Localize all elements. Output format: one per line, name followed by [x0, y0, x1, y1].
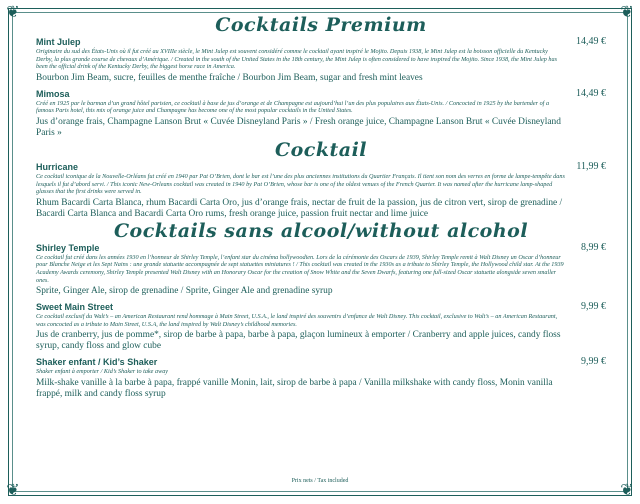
item-ingredients: Jus de cranberry, jus de pomme*, sirop de barbe à papa, barbe à papa, glaçon lumineux à emporter / Cranberry and apple juices, candy floss syrup, candy floss and glow cube [36, 330, 561, 352]
ornament-icon: ❦ [6, 4, 20, 21]
section-title-without-alcohol: Cocktails sans alcool/without alcohol [113, 219, 529, 242]
item-description: Créé en 1925 par le barman d’un grand hôtel parisien, ce cocktail à base de jus d’orange et de Champagne est aujourd’hui l’un des plus populaires aux États-Unis. / Concocted in 1925 by the bartender of a famous Paris hotel, this mix of orange juice and Champagne has become one of the most popular cocktails in the United States. [36, 99, 550, 115]
footer-note: Prix nets / Tax included [291, 478, 349, 484]
item-description: Shaker enfant à emporter / Kid’s Shaker to take away [36, 368, 169, 376]
item-ingredients: Rhum Bacardi Carta Blanca, rhum Bacardi Carta Oro, jus d’orange frais, nectar de fruit de la passion, jus de citron vert, sirop de grenadine / Bacardi Carta Blanca and Bacardi Carta Oro rums, fresh orange juice, passion fruit nectar and lime juice [36, 197, 563, 219]
item-name: Mimosa [36, 88, 70, 99]
ornament-icon: ❦ [620, 482, 634, 499]
item-name: Shaker enfant / Kid’s Shaker [36, 357, 158, 368]
menu-item-mint-julep [36, 36, 606, 84]
section-title-premium: Cocktails Premium [215, 14, 427, 36]
item-name: Mint Julep [36, 37, 81, 47]
item-price: 8,99 € [581, 241, 606, 253]
item-price: 14,49 € [576, 87, 606, 99]
item-description: Ce cocktail iconique de la Nouvelle-Orléans fut créé en 1940 par Pat O’Brien, dont le bar est l’une des plus anciennes institutions du Quartier Français. Il tient son nom des verres en forme de lampe-tempête dans lesquels il fut d’abord servi. / This iconic New-Orleans cocktail was created in 1940 by Pat O’Brien, whose bar is one of the oldest venues of the French Quarter. It was named after the hurricane lamp-shaped glasses that the first drinks were served in. [36, 172, 565, 196]
item-price: 14,49 € [576, 36, 606, 47]
item-price: 11,99 € [576, 160, 606, 172]
item-ingredients: Bourbon Jim Beam, sucre, feuilles de menthe fraîche / Bourbon Jim Beam, sugar and fresh mint leaves [36, 72, 423, 83]
item-name: Shirley Temple [36, 242, 100, 253]
item-name: Hurricane [36, 161, 79, 172]
menu-item-shirley-temple [36, 242, 606, 297]
section-title-cocktail: Cocktail [274, 138, 368, 161]
item-ingredients: Milk-shake vanille à la barbe à papa, frappé vanille Monin, lait, sirop de barbe à papa / Vanilla milkshake with candy floss, Monin vanilla frappé, milk and candy floss syrup [36, 377, 553, 399]
ornament-icon: ❦ [620, 4, 634, 21]
item-description: Ce cocktail exclusif du Walt’s – an American Restaurant rend hommage à Main Street, U.S.A., le land inspiré des souvenirs d’enfance de Walt Disney. This cocktail, exclusive to Walt’s – an American Restaurant, was concocted as a tribute to Main Street, U.S.A, the land inspired by Walt Disney’s childhood memories. [36, 313, 558, 328]
ornament-icon: ❦ [6, 482, 20, 499]
item-description: Ce cocktail fut créé dans les années 1930 en l’honneur de Shirley Temple, l’enfant star du cinéma hollywoodien. Lors de la cérémonie des Oscars de 1939, Shirley Temple remit à Walt Disney un Oscar d’honneur pour Blanche Neige et les Sept Nains : une grande statuette accompagnée de sept statuettes miniatures ! / This cocktail was created in the 1930s as a tribute to Shirley Temple, the Hollywood child star. At the 1939 Academy Awards ceremony, Shirley Temple presented Walt Disney with an Honorary Oscar for the creation of Snow White and the Seven Dwarfs, featuring one full-sized Oscar statuette alongside seven smaller ones. [36, 253, 564, 284]
item-name: Sweet Main Street [36, 302, 114, 313]
menu-item-sweet-main-street [36, 301, 606, 352]
item-ingredients: Sprite, Ginger Ale, sirop de grenadine / Sprite, Ginger Ale and grenadine syrup [36, 286, 333, 297]
menu-content [36, 14, 606, 400]
menu-item-kids-shaker [36, 356, 606, 400]
menu-item-hurricane [36, 161, 606, 220]
item-price: 9,99 € [581, 356, 606, 368]
menu-item-mimosa [36, 88, 606, 139]
item-price: 9,99 € [581, 301, 606, 313]
item-description: Originaire du sud des États-Unis où il fut créé au XVIIIe siècle, le Mint Julep est souvent considéré comme le cocktail ayant inspiré le Mojito. Depuis 1938, le Mint Julep est la boisson officielle du Kentucky Derby, la plus grande course de chevaux d’Amérique. / Created in the south of the United States in the 18th century, the Mint Julep is often considered to have inspired the Mojito. Since 1938, the Mint Julep has been the official drink of the Kentucky Derby, the biggest horse race in America. [36, 48, 558, 71]
item-ingredients: Jus d’orange frais, Champagne Lanson Brut « Cuvée Disneyland Paris » / Fresh orange juice, Champagne Lanson Brut « Cuvée Disneyland Paris » [36, 116, 561, 138]
